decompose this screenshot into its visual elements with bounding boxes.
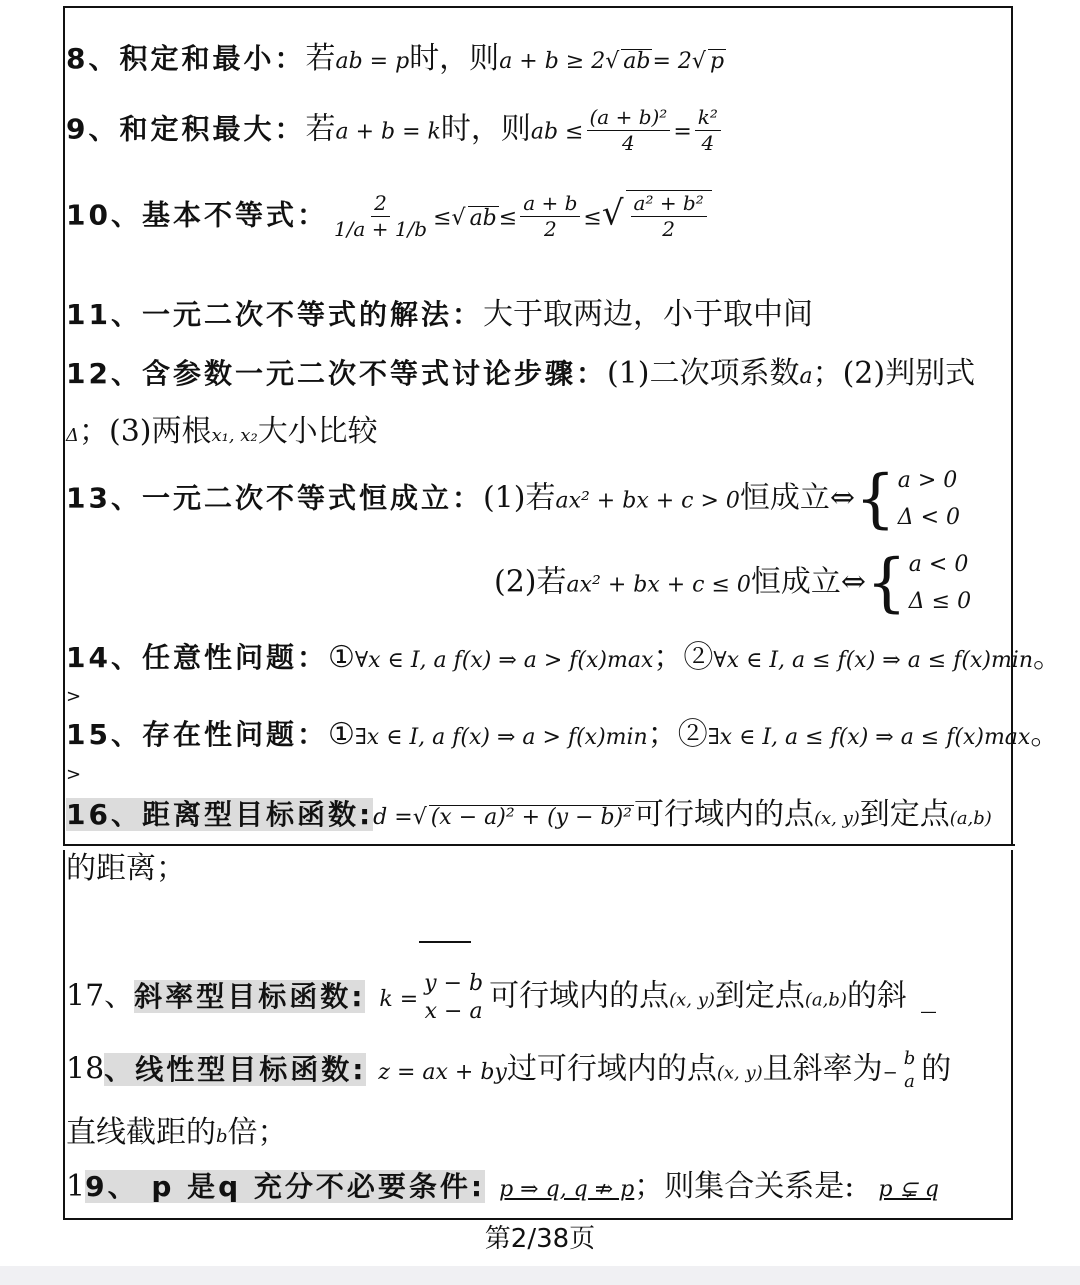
item-12-text-4: 大小比较 <box>257 414 378 449</box>
item-9-math: a + b = k <box>335 119 441 145</box>
stray-mark-14: > <box>66 686 82 707</box>
roots-symbol: x₁, x₂ <box>211 425 258 446</box>
item-11 <box>66 298 813 331</box>
item-18-text-2: 且斜率为 <box>762 1051 883 1087</box>
item-18-text-3: 的 <box>921 1051 952 1087</box>
sqrt-ab: ab <box>623 49 651 74</box>
item-19-math-2: p ⊊ q <box>878 1177 939 1202</box>
item-13-text-2: 恒成立⇔ <box>739 480 856 516</box>
item-15-math: ∃x ∈ I, a f(x) ⇒ a > f(x)min <box>354 725 648 750</box>
item-15-end: 。 <box>1030 717 1061 752</box>
item-12-text: (1)二次项系数 <box>606 356 800 391</box>
item-11-title: 11、一元二次不等式的解法： <box>66 298 483 331</box>
sqrt-rms: $\frac{\text{a² + b²}}{2}$ <box>626 190 712 242</box>
item-9-title: 9、和定积最大： <box>66 112 306 146</box>
item-15-sep: ； <box>647 717 678 752</box>
point-ab: (a,b) <box>949 808 992 829</box>
item-12 <box>66 357 975 390</box>
item-12-text-3: (3)两根 <box>109 414 212 449</box>
item-15 <box>66 718 1060 751</box>
item-14-end: 。 <box>1033 640 1064 675</box>
item-10-title: 10、基本不等式： <box>66 198 328 232</box>
bottom-strip <box>0 1266 1080 1285</box>
item-12-sep-2: ； <box>79 414 109 449</box>
sqrt-p: p <box>709 49 725 74</box>
item-18-number: 18 <box>66 1051 105 1087</box>
item-17-text: 可行域内的点 <box>489 978 670 1014</box>
circled-2: ② <box>683 640 714 675</box>
item-16-title: 16、距离型目标函数: <box>66 798 374 831</box>
item-8-title: 8、积定和最小： <box>66 42 306 75</box>
item-17-number: 17、 <box>66 978 135 1014</box>
item-8: 8、积定和最小：若ab = p时，则a + b ≥ 2√ ab= 2√ p <box>66 41 725 76</box>
item-18-cont-text: 直线截距的 <box>66 1115 216 1150</box>
item-17-text-3: 的斜 <box>846 978 907 1014</box>
item-13-part-2 <box>494 546 971 621</box>
item-10: 10、基本不等式： $\frac{2}{1/a + 1/b}$ ≤√ ab≤ $\frac{a + b}{2}$ ≤√ $\frac{\text{a² + b²}}{2}$ <box>66 190 712 242</box>
fraction-mean: $\frac{a + b}{2}$ <box>520 191 580 242</box>
item-14-math-2: ∀x ∈ I, a ≤ f(x) ⇒ a ≤ f(x)min <box>713 648 1034 673</box>
point-xy-18: (x, y) <box>716 1062 763 1084</box>
item-9 <box>66 105 724 156</box>
item-9-text: 若 <box>305 111 336 147</box>
item-16: 16、距离型目标函数:d =√ (x − a)² + (y − b)²可行域内的点(x, y)到定点(a,b) <box>66 797 992 832</box>
item-12-math: a <box>799 364 813 389</box>
le-1: ≤ <box>433 205 452 231</box>
point-ab-17: (a,b) <box>804 989 847 1011</box>
item-8-math-3: = 2 <box>652 49 692 74</box>
item-19-title: 9、 p 是q 充分不必要条件: <box>85 1170 486 1203</box>
item-18-b: b <box>216 1126 228 1147</box>
item-14-math: ∀x ∈ I, a f(x) ⇒ a > f(x)max <box>354 648 654 673</box>
item-12-sep: ； <box>812 356 843 391</box>
item-13 <box>66 462 960 537</box>
le-2: ≤ <box>498 205 518 231</box>
frame-divider <box>63 844 1015 846</box>
item-19-number: 1 <box>66 1169 86 1204</box>
item-18-text: 过可行域内的点 <box>506 1051 717 1087</box>
circled-1: ① <box>327 640 355 675</box>
item-9-math-2: ab ≤ <box>530 119 584 145</box>
fraction-b-over-a: b a <box>903 1048 916 1092</box>
item-15-title: 15、存在性问题： <box>66 718 328 751</box>
fraction-slope: y − b x − a <box>424 971 484 1024</box>
item-15-math-2: ∃x ∈ I, a ≤ f(x) ⇒ a ≤ f(x)max <box>707 725 1031 750</box>
item-8-text: 若 <box>305 41 336 76</box>
item-16-math: d = <box>373 805 413 830</box>
fraction-k-squared: $\frac{\text{k²}}{4}$ <box>695 105 721 156</box>
item-9-eq: = <box>673 119 692 145</box>
minus-sign: − <box>882 1062 898 1084</box>
item-17 <box>66 970 936 1025</box>
brace-case-1: { a > 0 Δ < 0 <box>855 462 961 537</box>
item-17-text-2: 到定点 <box>714 978 805 1014</box>
circled-1-15: ① <box>327 717 355 752</box>
item-13-math: ax² + bx + c > 0 <box>555 488 740 514</box>
le-3: ≤ <box>583 205 602 231</box>
item-18-title: 、线性型目标函数: <box>104 1052 367 1086</box>
brace-case-2: { a < 0 Δ ≤ 0 <box>866 546 972 621</box>
item-16-cont: 的距离； <box>66 851 186 886</box>
item-12-text-2: (2)判别式 <box>842 356 976 391</box>
item-13-text-3: (2)若 <box>494 564 567 600</box>
item-8-math: ab = p <box>335 49 410 74</box>
item-17-title: 斜率型目标函数: <box>134 979 366 1013</box>
item-8-text-2: 时，则 <box>409 41 500 76</box>
item-13-title: 13、一元二次不等式恒成立： <box>66 481 483 515</box>
item-13-math-2: ax² + bx + c ≤ 0 <box>566 572 751 598</box>
item-19-text: ；则集合关系是: <box>634 1169 855 1204</box>
fraction-ab-squared: $\frac{\text{(a + b)²}}{4}$ <box>587 105 671 156</box>
delta-symbol: Δ <box>66 425 79 446</box>
item-16-text-2: 到定点 <box>859 797 950 832</box>
item-12-cont <box>66 415 378 448</box>
item-14-sep: ； <box>653 640 684 675</box>
sqrt-ab-10: ab <box>469 205 497 231</box>
item-17-tail: _ <box>920 978 936 1014</box>
item-19 <box>66 1170 939 1203</box>
item-9-text-2: 时，则 <box>440 111 531 147</box>
fraction-harmonic: $\frac{2}{1/a + 1/b}$ <box>333 191 428 241</box>
item-13-text: (1)若 <box>482 480 556 516</box>
item-18-math: z = ax + by <box>378 1059 507 1085</box>
circled-2-15: ② <box>677 717 708 752</box>
point-xy: (x, y) <box>813 808 860 829</box>
item-8-math-2: a + b ≥ 2 <box>499 49 606 74</box>
item-14 <box>66 641 1063 674</box>
stray-mark-15: > <box>66 764 82 785</box>
item-17-math: k = <box>379 986 419 1012</box>
item-11-text: 大于取两边，小于取中间 <box>482 297 813 332</box>
rule-mark <box>419 941 471 943</box>
item-13-text-4: 恒成立⇔ <box>750 564 867 600</box>
item-18-cont-text-2: 倍； <box>227 1115 288 1150</box>
item-16-text: 可行域内的点 <box>633 797 814 832</box>
sqrt-distance: (x − a)² + (y − b)² <box>430 805 632 830</box>
page-number: 第2/38页 <box>484 1224 596 1254</box>
content-frame-bottom <box>63 850 1013 1220</box>
item-19-math: p ⇒ q, q ⇏ p <box>499 1177 635 1202</box>
item-18 <box>66 1048 951 1093</box>
item-18-cont <box>66 1116 288 1149</box>
item-12-title: 12、含参数一元二次不等式讨论步骤： <box>66 357 607 390</box>
point-xy-17: (x, y) <box>669 989 715 1011</box>
item-14-title: 14、任意性问题： <box>66 641 328 674</box>
